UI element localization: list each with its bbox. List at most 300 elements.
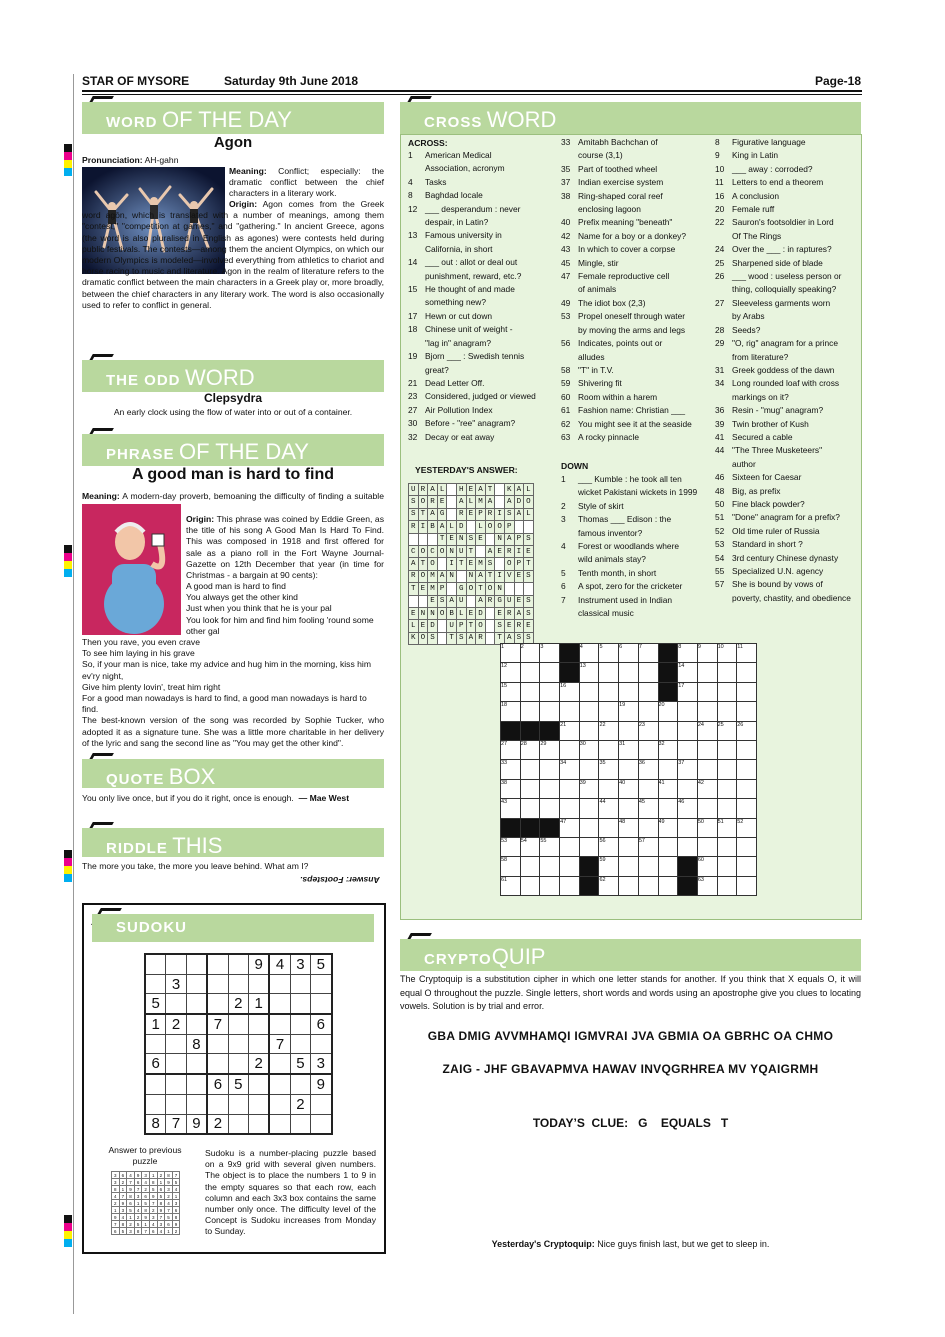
crossword-cell[interactable] (579, 760, 599, 779)
crossword-cell[interactable] (658, 760, 678, 779)
crossword-cell[interactable] (737, 876, 757, 895)
crossword-cell[interactable] (737, 702, 757, 721)
crossword-cell[interactable]: 5 (599, 644, 619, 663)
crossword-cell[interactable]: 60 (697, 857, 717, 876)
crossword-cell[interactable] (540, 779, 560, 798)
sudoku-answer-cell: 4 (142, 1179, 150, 1186)
clue-line: 33 Amitabh Bachchan of (561, 137, 658, 147)
crossword-cell[interactable] (717, 876, 737, 895)
crossword-cell[interactable]: 34 (560, 760, 580, 779)
sudoku-answer-cell: 2 (165, 1193, 173, 1200)
paper-name: STAR OF MYSORE (82, 74, 190, 88)
crossword-cell[interactable] (717, 837, 737, 856)
crossword-cell[interactable]: 56 (599, 837, 619, 856)
sudoku-answer-cell: 7 (172, 1172, 180, 1179)
crossword-cell[interactable]: 49 (658, 818, 678, 837)
crossword-cell[interactable] (520, 682, 540, 701)
crossword-cell[interactable] (638, 682, 658, 701)
crossword-cell[interactable] (520, 663, 540, 682)
crossword-cell[interactable]: 2 (520, 644, 540, 663)
sudoku-cell[interactable] (248, 1014, 269, 1034)
crossword-cell[interactable] (717, 760, 737, 779)
answer-cell: P (476, 508, 486, 520)
sudoku-cell[interactable] (186, 994, 207, 1014)
crossword-cell[interactable]: 36 (638, 760, 658, 779)
crossword-cell[interactable] (737, 740, 757, 759)
sudoku-answer-cell: 9 (149, 1193, 157, 1200)
sudoku-answer-cell: 7 (112, 1221, 120, 1228)
sudoku-answer-cell: 6 (157, 1186, 165, 1193)
crossword-cell[interactable] (638, 663, 658, 682)
answer-cell: U (456, 545, 466, 557)
answer-cell: T (466, 545, 476, 557)
sudoku-cell[interactable] (269, 994, 290, 1014)
answer-cell: A (437, 570, 447, 582)
crossword-cell[interactable]: 63 (697, 876, 717, 895)
sudoku-cell[interactable] (311, 1034, 332, 1054)
crossword-cell[interactable] (579, 837, 599, 856)
crossword-cell[interactable] (697, 799, 717, 818)
clue-line: 24 Over the ___ : in raptures? (715, 244, 832, 255)
clue-line: 45 Mingle, stir (561, 257, 619, 268)
phrase-origin: Origin: This phrase was coined by Eddie Green, as the title of his song A Good Man Is Hard To Find. This was composed in 1918 and first offered for sale as a piano roll in the Fort Wayne Journal-Gazette on 12th December that year (in time for Christmas - a bargain at 90 cents): (186, 514, 384, 581)
across-clues-col2 (561, 136, 711, 444)
crossword-cell[interactable]: 9 (697, 644, 717, 663)
crossword-cell[interactable]: 50 (697, 818, 717, 837)
sudoku-cell[interactable] (145, 974, 166, 994)
crossword-cell[interactable] (540, 682, 560, 701)
crossword-cell[interactable]: 27 (501, 740, 521, 759)
sudoku-cell[interactable] (186, 1074, 207, 1094)
crossword-cell[interactable] (638, 818, 658, 837)
sudoku-answer-cell: 8 (149, 1179, 157, 1186)
crossword-cell[interactable] (737, 837, 757, 856)
sudoku-cell[interactable] (269, 1114, 290, 1134)
crossword-cell[interactable]: 1 (501, 644, 521, 663)
crossword-cell[interactable] (579, 799, 599, 818)
clue-line: 19 Bjorn ___ : Swedish tennis (408, 351, 525, 362)
sudoku-cell[interactable] (248, 1094, 269, 1114)
crossword-cell[interactable]: 37 (678, 760, 698, 779)
crossword-cell[interactable]: 28 (520, 740, 540, 759)
sudoku-cell[interactable] (228, 1034, 248, 1054)
answer-cell: C (409, 545, 419, 557)
crossword-cell[interactable] (717, 663, 737, 682)
crossword-cell[interactable]: 48 (619, 818, 639, 837)
crossword-cell[interactable] (737, 663, 757, 682)
crossword-cell[interactable] (717, 857, 737, 876)
crossword-cell[interactable]: 15 (501, 682, 521, 701)
gutter-line (73, 74, 74, 1314)
crossword-cell[interactable]: 6 (619, 644, 639, 663)
crossword-cell[interactable]: 19 (619, 702, 639, 721)
answer-black-cell (524, 583, 534, 595)
answer-cell: A (428, 484, 438, 496)
crossword-cell[interactable]: 29 (540, 740, 560, 759)
sudoku-cell[interactable] (248, 1074, 269, 1094)
sudoku-cell[interactable] (207, 1094, 228, 1114)
crossword-black-cell (501, 721, 521, 740)
crossword-cell[interactable] (579, 721, 599, 740)
crossword-cell[interactable] (619, 760, 639, 779)
cartoon-man-illustration (82, 504, 181, 635)
crossword-cell[interactable]: 24 (697, 721, 717, 740)
crossword-cell[interactable]: 55 (540, 837, 560, 856)
sudoku-cell[interactable] (166, 994, 186, 1014)
crossword-cell[interactable] (658, 837, 678, 856)
sudoku-grid[interactable] (144, 953, 333, 1135)
sudoku-cell[interactable] (228, 974, 248, 994)
crossword-cell[interactable]: 3 (540, 644, 560, 663)
crossword-cell[interactable] (540, 857, 560, 876)
crossword-cell[interactable] (540, 702, 560, 721)
sudoku-cell[interactable] (207, 954, 228, 974)
answer-cell: N (418, 607, 428, 619)
crossword-cell[interactable] (560, 740, 580, 759)
crossword-cell[interactable]: 51 (717, 818, 737, 837)
crossword-cell[interactable]: 62 (599, 876, 619, 895)
crossword-cell[interactable] (658, 857, 678, 876)
crossword-cell[interactable]: 16 (560, 682, 580, 701)
sudoku-cell[interactable] (269, 1074, 290, 1094)
crossword-cell[interactable]: 17 (678, 682, 698, 701)
crossword-cell[interactable]: 57 (638, 837, 658, 856)
odd-word-banner: THE ODD WORD (82, 360, 384, 392)
answer-cell: B (428, 521, 438, 533)
crossword-cell[interactable]: 18 (501, 702, 521, 721)
crossword-cell[interactable]: 61 (501, 876, 521, 895)
crossword-cell[interactable]: 10 (717, 644, 737, 663)
sudoku-cell[interactable] (166, 1034, 186, 1054)
sudoku-cell[interactable] (166, 1094, 186, 1114)
answer-cell: E (428, 595, 438, 607)
crossword-cell[interactable]: 42 (697, 779, 717, 798)
crossword-cell[interactable]: 33 (501, 760, 521, 779)
crossword-cell[interactable] (560, 857, 580, 876)
answer-cell: E (437, 496, 447, 508)
answer-black-cell (418, 595, 428, 607)
sudoku-cell[interactable] (207, 1054, 228, 1074)
crossword-cell[interactable] (619, 682, 639, 701)
sudoku-answer-cell: 3 (119, 1207, 127, 1214)
clue-line: Of The Rings (732, 230, 782, 241)
sudoku-answer-cell: 2 (127, 1221, 135, 1228)
sudoku-cell: 7 (269, 1034, 290, 1054)
sudoku-answer-grid (111, 1171, 180, 1235)
crossword-cell[interactable]: 32 (658, 740, 678, 759)
sudoku-cell[interactable] (290, 1034, 310, 1054)
answer-cell: N (456, 533, 466, 545)
crossword-cell[interactable] (717, 740, 737, 759)
sudoku-cell[interactable] (311, 1094, 332, 1114)
crossword-cell[interactable] (619, 837, 639, 856)
crossword-cell[interactable] (619, 876, 639, 895)
crossword-cell[interactable]: 30 (579, 740, 599, 759)
crossword-cell[interactable] (658, 799, 678, 818)
crossword-cell[interactable] (560, 779, 580, 798)
answer-black-cell (485, 607, 495, 619)
answer-black-cell (514, 583, 524, 595)
crossword-cell[interactable] (520, 702, 540, 721)
crossword-cell[interactable] (717, 682, 737, 701)
crossword-cell[interactable] (520, 876, 540, 895)
answer-cell: A (485, 545, 495, 557)
answer-cell: S (409, 496, 419, 508)
answer-black-cell (437, 558, 447, 570)
sudoku-answer-cell: 4 (149, 1221, 157, 1228)
crossword-cell[interactable] (520, 799, 540, 818)
answer-cell: E (504, 620, 514, 632)
answer-black-cell (447, 496, 457, 508)
crossword-cell[interactable] (717, 702, 737, 721)
crossword-cell[interactable] (560, 876, 580, 895)
crossword-cell[interactable] (579, 682, 599, 701)
answer-cell: D (428, 620, 438, 632)
sudoku-cell[interactable] (207, 974, 228, 994)
sudoku-cell[interactable] (186, 1094, 207, 1114)
crossword-cell[interactable]: 58 (501, 857, 521, 876)
answer-cell: M (476, 558, 486, 570)
sudoku-cell[interactable] (186, 1054, 207, 1074)
sudoku-cell[interactable] (311, 1114, 332, 1134)
answer-cell: O (418, 570, 428, 582)
crossword-cell[interactable]: 8 (678, 644, 698, 663)
quote-text: You only live once, but if you do it right, once is enough. — Mae West (82, 793, 350, 803)
crossword-cell[interactable]: 25 (717, 721, 737, 740)
issue-date: Saturday 9th June 2018 (224, 74, 359, 88)
crossword-cell[interactable] (599, 818, 619, 837)
crossword-cell[interactable]: 53 (501, 837, 521, 856)
crossword-cell[interactable] (619, 721, 639, 740)
sudoku-cell[interactable] (269, 974, 290, 994)
crossword-cell[interactable] (540, 799, 560, 818)
crossword-cell[interactable]: 20 (658, 702, 678, 721)
crossword-cell[interactable]: 45 (638, 799, 658, 818)
sudoku-cell[interactable] (186, 974, 207, 994)
clue-line: 43 In which to cover a corpse (561, 244, 676, 255)
sudoku-cell[interactable] (186, 954, 207, 974)
crossword-cell[interactable] (520, 857, 540, 876)
answer-cell: L (437, 484, 447, 496)
crossword-cell[interactable] (619, 857, 639, 876)
crossword-cell[interactable] (619, 799, 639, 818)
crossword-cell[interactable] (540, 876, 560, 895)
crossword-cell[interactable]: 14 (678, 663, 698, 682)
sudoku-cell[interactable] (145, 1094, 166, 1114)
clue-line: 59 Shivering fit (561, 378, 622, 389)
crossword-cell[interactable]: 11 (737, 644, 757, 663)
sudoku-cell[interactable] (269, 1094, 290, 1114)
crossword-cell[interactable] (560, 799, 580, 818)
crossword-cell[interactable] (678, 837, 698, 856)
sudoku-cell[interactable] (228, 1014, 248, 1034)
crossword-cell[interactable] (658, 721, 678, 740)
clue-line: 48 Big, as prefix (715, 485, 781, 496)
answer-cell: S (456, 632, 466, 644)
crossword-cell[interactable] (638, 702, 658, 721)
sudoku-answer-cell: 1 (134, 1200, 142, 1207)
crossword-cell[interactable]: 40 (619, 779, 639, 798)
sudoku-cell[interactable] (145, 1034, 166, 1054)
sudoku-cell[interactable] (228, 1094, 248, 1114)
crossword-cell[interactable]: 21 (560, 721, 580, 740)
clue-line: 8 Baghdad locale (408, 190, 483, 201)
sudoku-answer-cell: 5 (119, 1228, 127, 1235)
crossword-cell[interactable]: 23 (638, 721, 658, 740)
sudoku-answer-cell: 6 (142, 1193, 150, 1200)
crossword-cell[interactable] (579, 702, 599, 721)
crossword-cell[interactable]: 13 (579, 663, 599, 682)
sudoku-cell[interactable] (311, 974, 332, 994)
sudoku-cell[interactable] (166, 1054, 186, 1074)
answer-black-cell (466, 595, 476, 607)
crossword-cell[interactable] (599, 740, 619, 759)
crossword-cell[interactable]: 4 (579, 644, 599, 663)
crossword-cell[interactable]: 43 (501, 799, 521, 818)
cryptoquip-description: The Cryptoquip is a substitution cipher in which one letter stands for another. If you think that X equals O, it will equal O throughout the puzzle. Single letters, short words and words using an apostrophe give you clues to locating vowels. Solution is by trial and error. (400, 974, 861, 1011)
crossword-cell[interactable] (737, 799, 757, 818)
sudoku-cell[interactable] (186, 1014, 207, 1034)
sudoku-answer-cell: 3 (112, 1179, 120, 1186)
crossword-cell[interactable]: 12 (501, 663, 521, 682)
sudoku-answer-cell: 2 (157, 1172, 165, 1179)
crossword-cell[interactable] (697, 702, 717, 721)
sudoku-cell[interactable] (248, 974, 269, 994)
answer-cell: E (466, 558, 476, 570)
clue-line: 5 Tenth month, in short (561, 567, 657, 578)
crossword-cell[interactable] (579, 818, 599, 837)
crossword-cell[interactable] (678, 818, 698, 837)
sudoku-cell[interactable] (228, 1054, 248, 1074)
answer-cell: E (495, 545, 505, 557)
crossword-cell[interactable] (638, 876, 658, 895)
crossword-cell[interactable]: 7 (638, 644, 658, 663)
crossword-cell[interactable] (658, 876, 678, 895)
crossword-cell[interactable] (678, 779, 698, 798)
crossword-cell[interactable]: 22 (599, 721, 619, 740)
sudoku-answer-cell: 9 (165, 1179, 173, 1186)
clue-line: 54 3rd century Chinese dynasty (715, 552, 839, 563)
answer-cell: S (524, 595, 534, 607)
crossword-cell[interactable]: 59 (599, 857, 619, 876)
crossword-cell[interactable] (697, 663, 717, 682)
crossword-cell[interactable] (520, 760, 540, 779)
sudoku-cell[interactable] (166, 1074, 186, 1094)
crossword-cell[interactable]: 26 (737, 721, 757, 740)
crossword-cell[interactable]: 39 (579, 779, 599, 798)
crossword-cell[interactable] (599, 682, 619, 701)
sudoku-cell[interactable] (248, 1034, 269, 1054)
sudoku-cell[interactable] (269, 1014, 290, 1034)
cryptoquip-line-1: GBA DMIG AVVMHAMQI IGMVRAI JVA GBMIA OA GBRHC OA CHMO (427, 1029, 834, 1043)
sudoku-cell: 2 (248, 1054, 269, 1074)
answer-cell: O (418, 496, 428, 508)
clue-line: 25 Sharpened side of blade (715, 257, 823, 268)
sudoku-cell[interactable] (166, 954, 186, 974)
sudoku-cell[interactable] (311, 994, 332, 1014)
crossword-cell[interactable] (697, 837, 717, 856)
sudoku-cell[interactable] (290, 974, 310, 994)
sudoku-cell[interactable] (290, 994, 310, 1014)
sudoku-cell[interactable] (228, 954, 248, 974)
crossword-cell[interactable] (717, 799, 737, 818)
crossword-cell[interactable] (737, 760, 757, 779)
crossword-cell[interactable] (697, 682, 717, 701)
sudoku-cell[interactable] (228, 1114, 248, 1134)
crossword-cell[interactable] (560, 702, 580, 721)
sudoku-cell: 2 (207, 1114, 228, 1134)
crossword-cell[interactable] (599, 663, 619, 682)
answer-black-cell (447, 484, 457, 496)
answer-cell: P (514, 533, 524, 545)
sudoku-cell: 2 (228, 994, 248, 1014)
crossword-cell[interactable] (737, 857, 757, 876)
crossword-cell[interactable]: 54 (520, 837, 540, 856)
crossword-cell[interactable] (697, 760, 717, 779)
crossword-cell[interactable]: 35 (599, 760, 619, 779)
crossword-cell[interactable] (678, 721, 698, 740)
crossword-black-cell (520, 721, 540, 740)
crossword-cell[interactable] (678, 740, 698, 759)
sudoku-cell[interactable] (207, 1034, 228, 1054)
answer-cell: T (447, 632, 457, 644)
crossword-cell[interactable] (520, 779, 540, 798)
clue-line: markings on it? (732, 391, 789, 402)
crossword-cell[interactable]: 52 (737, 818, 757, 837)
clue-line: 50 Fine black powder? (715, 498, 805, 509)
crossword-cell[interactable]: 46 (678, 799, 698, 818)
answer-cell: R (456, 508, 466, 520)
crossword-cell[interactable] (638, 857, 658, 876)
crossword-cell[interactable]: 41 (658, 779, 678, 798)
quote-banner: QUOTE BOX (82, 759, 384, 788)
crossword-cell[interactable] (599, 779, 619, 798)
crossword-cell[interactable] (638, 740, 658, 759)
sudoku-cell[interactable] (248, 1114, 269, 1134)
answer-cell: K (409, 632, 419, 644)
crossword-cell[interactable]: 44 (599, 799, 619, 818)
crossword-cell[interactable] (717, 779, 737, 798)
sudoku-cell[interactable] (269, 1054, 290, 1074)
clue-line: 18 Chinese unit of weight - (408, 324, 513, 335)
sudoku-cell[interactable] (290, 1114, 310, 1134)
crossword-cell[interactable]: 47 (560, 818, 580, 837)
crossword-cell[interactable] (599, 702, 619, 721)
sudoku-cell[interactable] (290, 1074, 310, 1094)
answer-cell: R (418, 484, 428, 496)
crossword-cell[interactable] (560, 837, 580, 856)
crossword-cell[interactable] (737, 779, 757, 798)
crossword-cell[interactable] (619, 663, 639, 682)
crossword-cell[interactable] (697, 740, 717, 759)
sudoku-cell[interactable] (145, 954, 166, 974)
sudoku-cell[interactable] (145, 1074, 166, 1094)
crossword-cell[interactable] (737, 682, 757, 701)
crossword-black-cell (678, 876, 698, 895)
color-registration-3 (64, 850, 72, 882)
crossword-grid[interactable] (500, 643, 757, 896)
sudoku-cell[interactable] (207, 994, 228, 1014)
crossword-cell[interactable] (678, 702, 698, 721)
crossword-cell[interactable]: 38 (501, 779, 521, 798)
crossword-cell[interactable] (540, 663, 560, 682)
sudoku-answer-cell: 9 (172, 1221, 180, 1228)
sudoku-description: Sudoku is a number-placing puzzle based on a 9x9 grid with several given numbers. The object is to place the numbers 1 to 9 in the empty squares so that each row, each column and each 3x3 box contains the same number only once. The difficulty level of the Concept is Sudoku increases from Monday to Sunday. (205, 1148, 376, 1237)
crossword-cell[interactable] (540, 760, 560, 779)
crossword-cell[interactable]: 31 (619, 740, 639, 759)
sudoku-cell[interactable] (290, 1014, 310, 1034)
crossword-cell[interactable] (638, 779, 658, 798)
